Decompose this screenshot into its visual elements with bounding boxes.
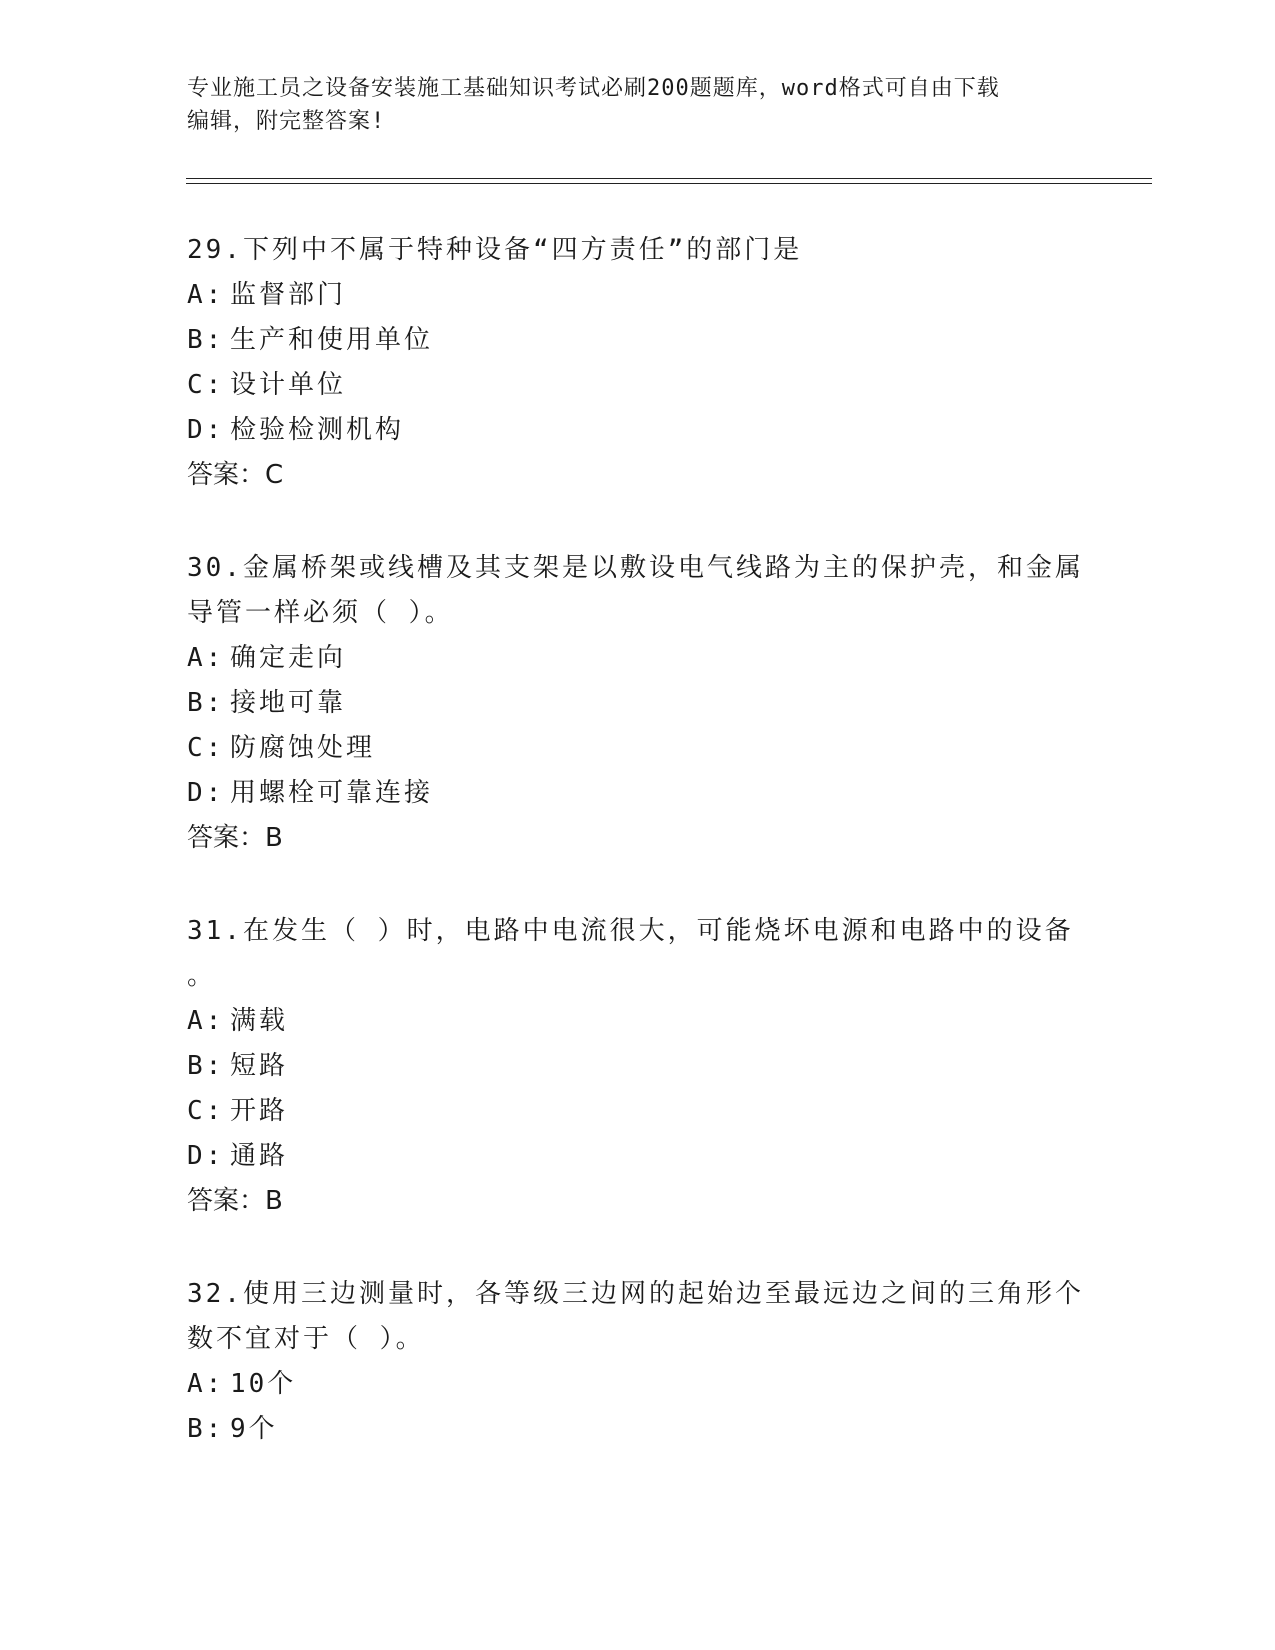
option-a xyxy=(187,273,1087,318)
option-a xyxy=(187,999,1087,1044)
option-b xyxy=(187,681,1087,726)
option-text: 确定走向 xyxy=(230,643,347,673)
option-text: 短路 xyxy=(230,1051,289,1081)
option-label: D: xyxy=(187,1141,225,1171)
option-b xyxy=(187,1407,1087,1452)
option-text: 9个 xyxy=(230,1414,278,1444)
option-label: B: xyxy=(187,1414,225,1444)
option-text: 接地可靠 xyxy=(230,688,347,718)
option-c xyxy=(187,726,1087,771)
option-label: B: xyxy=(187,325,225,355)
option-label: C: xyxy=(187,1096,225,1126)
option-b xyxy=(187,318,1087,363)
answer: 答案：B xyxy=(187,1186,283,1216)
option-text: 监督部门 xyxy=(230,280,347,310)
document-header xyxy=(187,72,1087,138)
option-c xyxy=(187,363,1087,408)
question-stem-line-1: 31.在发生（ ）时，电路中电流很大，可能烧坏电源和电路中的设备 xyxy=(187,916,1074,946)
option-label: C: xyxy=(187,733,225,763)
option-label: C: xyxy=(187,370,225,400)
answer: 答案：B xyxy=(187,823,283,853)
header-line-2: 编辑，附完整答案! xyxy=(187,109,386,134)
question-stem-line-2: 。 xyxy=(187,961,217,991)
question-stem-line-2: 导管一样必须（ ）。 xyxy=(187,598,454,628)
option-text: 设计单位 xyxy=(230,370,347,400)
option-text: 开路 xyxy=(230,1096,289,1126)
option-label: B: xyxy=(187,1051,225,1081)
option-b xyxy=(187,1044,1087,1089)
option-a xyxy=(187,1362,1087,1407)
header-divider-top xyxy=(186,178,1152,179)
option-text: 通路 xyxy=(230,1141,289,1171)
option-c xyxy=(187,1089,1087,1134)
option-text: 检验检测机构 xyxy=(230,415,405,445)
header-line-1: 专业施工员之设备安装施工基础知识考试必刷200题题库，word格式可自由下载 xyxy=(187,76,1000,101)
question-stem-line-1: 32.使用三边测量时，各等级三边网的起始边至最远边之间的三角形个 xyxy=(187,1279,1084,1309)
option-d xyxy=(187,408,1087,453)
option-label: A: xyxy=(187,280,225,310)
question-stem: 29.下列中不属于特种设备“四方责任”的部门是 xyxy=(187,235,803,265)
option-text: 用螺栓可靠连接 xyxy=(230,778,434,808)
option-label: B: xyxy=(187,688,225,718)
option-label: A: xyxy=(187,1369,225,1399)
question-29 xyxy=(187,228,1087,498)
question-32 xyxy=(187,1272,1087,1452)
header-divider-bottom xyxy=(186,183,1152,184)
answer: 答案：C xyxy=(187,460,284,490)
option-a xyxy=(187,636,1087,681)
option-label: D: xyxy=(187,778,225,808)
option-label: D: xyxy=(187,415,225,445)
option-text: 防腐蚀处理 xyxy=(230,733,376,763)
option-d xyxy=(187,771,1087,816)
question-30 xyxy=(187,546,1087,861)
option-label: A: xyxy=(187,643,225,673)
question-stem-line-2: 数不宜对于（ ）。 xyxy=(187,1324,425,1354)
option-text: 满载 xyxy=(230,1006,289,1036)
option-d xyxy=(187,1134,1087,1179)
option-text: 生产和使用单位 xyxy=(230,325,434,355)
option-text: 10个 xyxy=(230,1369,297,1399)
question-stem-line-1: 30.金属桥架或线槽及其支架是以敷设电气线路为主的保护壳，和金属 xyxy=(187,553,1084,583)
question-31 xyxy=(187,909,1087,1224)
option-label: A: xyxy=(187,1006,225,1036)
